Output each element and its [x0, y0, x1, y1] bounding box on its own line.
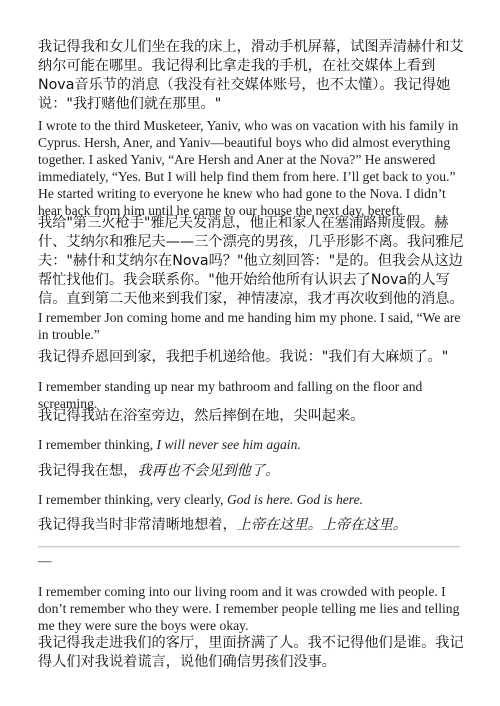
- paragraph-en-10-italic: God is here. God is here.: [226, 492, 364, 507]
- section-divider-shadow: [38, 547, 460, 548]
- paragraph-zh-11: [38, 516, 407, 535]
- paragraph-zh-9: [38, 462, 279, 481]
- paragraph-zh-11-text: 我记得我当时非常清晰地想着，: [38, 517, 237, 533]
- paragraph-zh-5: 我记得乔恩回到家，我把手机递给他。我说："我们有大麻烦了。": [38, 349, 449, 365]
- paragraph-en-2: I wrote to the third Musketeer, Yaniv, who was on vacation with his family in Cyprus. Hersh, Aner, and Yaniv—beautiful boys who did almost everything together. I asked Yaniv, “Are Hersh and Aner at the Nova?” He answered immediately, “Yes. But I will help find them from here. I’ll get back to you.” He started writing to everyone he knew who had gone to the Nova. I didn’t hear back from him until he came to our house the next day, bereft.: [38, 118, 459, 218]
- paragraph-en-4: I remember Jon coming home and me handing him my phone. I said, “We are in trouble.”: [38, 310, 461, 342]
- paragraph-zh-11-italic: 上帝在这里。上帝在这里。: [236, 517, 407, 533]
- paragraph-en-8: [38, 436, 301, 453]
- paragraph-en-8-text: I remember thinking,: [38, 437, 157, 452]
- paragraph-en-8-italic: I will never see him again.: [156, 437, 301, 452]
- paragraph-zh-9-text: 我记得我在想，: [38, 463, 138, 479]
- section-separator-dash: —: [38, 553, 52, 568]
- paragraph-en-12: I remember coming into our living room and it was crowded with people. I don’t remember who they were. I remember people telling me lies and telling me they were sure the boys were okay.: [38, 584, 460, 633]
- paragraph-zh-3: 我给"第三火枪手"雅尼夫发消息，他正和家人在塞浦路斯度假。赫什、艾纳尔和雅尼夫——三个漂亮的男孩，几乎形影不离。我问雅尼夫："赫什和艾纳尔在Nova吗？"他立刻回答："是的。但我会从这边帮忙找他们。我会联系你。"他开始给他所有认识去了Nova的人写信。直到第二天他来到我们家，神情凄凉，我才再次收到他的消息。: [38, 215, 464, 307]
- paragraph-zh-7: 我记得我站在浴室旁边，然后摔倒在地，尖叫起来。: [38, 408, 365, 424]
- paragraph-zh-1: 我记得我和女儿们坐在我的床上，滑动手机屏幕，试图弄清赫什和艾纳尔可能在哪里。我记得利比拿走我的手机，在社交媒体上看到Nova音乐节的消息（我没有社交媒体账号，也不太懂）。我记得她说："我打赌他们就在那里。": [38, 39, 464, 112]
- paragraph-en-6: I remember standing up near my bathroom and falling on the floor and screaming.: [38, 379, 423, 411]
- paragraph-zh-9-italic: 我再也不会见到他了。: [137, 463, 280, 479]
- paragraph-zh-13: 我记得我走进我们的客厅，里面挤满了人。我不记得他们是谁。我记得人们对我说着谎言，说他们确信男孩们没事。: [38, 635, 464, 670]
- paragraph-en-10-text: I remember thinking, very clearly,: [38, 492, 227, 507]
- paragraph-en-10: [38, 491, 363, 508]
